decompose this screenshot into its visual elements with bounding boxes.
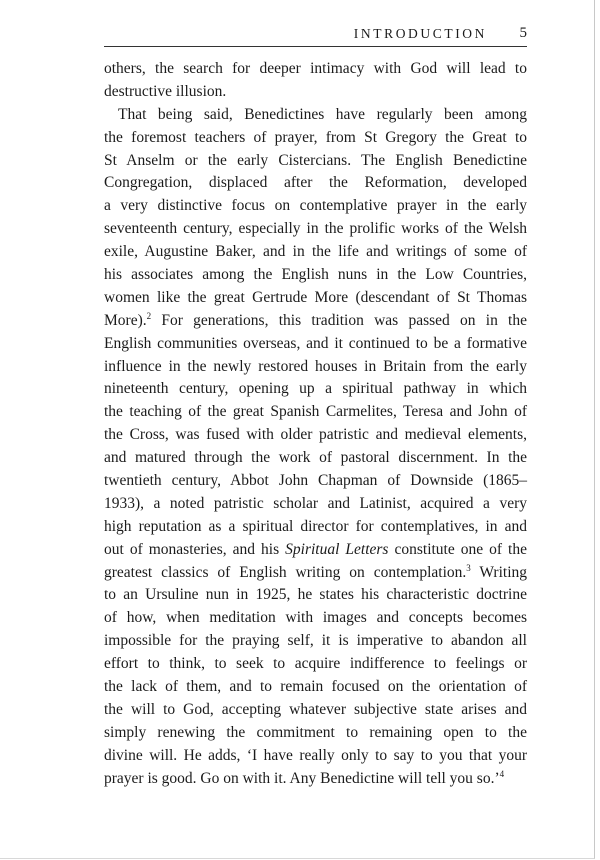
text-line: and matured through the work of pastoral discernment. In the	[104, 449, 527, 467]
text-segment: constitute one of the	[388, 540, 527, 558]
running-title: INTRODUCTION	[353, 26, 487, 41]
text-line: a very distinctive focus on contemplative prayer in the early	[104, 197, 527, 215]
footnote-ref: 4	[499, 768, 505, 779]
text-line: women like the great Gertrude More (descendant of St Thomas	[104, 288, 527, 306]
text-line: twentieth century, Abbot John Chapman of Downside (1865–	[104, 472, 527, 490]
running-head	[104, 24, 527, 47]
text-segment: More).	[104, 311, 147, 329]
text-line: Congregation, displaced after the Reformation, developed	[104, 174, 527, 192]
text-line	[104, 562, 527, 585]
text-line: divine will. He adds, ‘I have really only to say to you that your	[104, 746, 527, 764]
text-line: to an Ursuline nun in 1925, he states his characteristic doctrine	[104, 586, 527, 604]
text-line: influence in the newly restored houses in Britain from the early	[104, 357, 527, 375]
footnote-ref: 3	[466, 562, 471, 573]
text-line: impossible for the praying self, it is imperative to abandon all	[104, 632, 527, 650]
text-line: the teaching of the great Spanish Carmelites, Teresa and John of	[104, 403, 527, 421]
text-line: of how, when meditation with images and concepts becomes	[104, 609, 527, 627]
text-line: nineteenth century, opening up a spiritual pathway in which	[104, 380, 527, 398]
text-line: the lack of them, and to remain focused on the orientation of	[104, 678, 527, 696]
text-line: high reputation as a spiritual director for contemplatives, in and	[104, 517, 527, 535]
text-line: his associates among the English nuns in the Low Countries,	[104, 266, 527, 284]
book-title: Spiritual Letters	[285, 540, 389, 558]
body-text	[104, 58, 527, 791]
text-line: destructive illusion.	[104, 82, 227, 100]
text-line	[104, 539, 527, 562]
text-line: effort to think, to seek to acquire indifference to feelings or	[104, 655, 527, 673]
text-segment: For generations, this tradition was passed on in the	[151, 311, 527, 329]
text-line-paragraph-start: That being said, Benedictines have regularly been among	[118, 105, 527, 123]
text-segment: Writing	[470, 563, 527, 581]
text-line: simply renewing the commitment to remaining open to the	[104, 723, 527, 741]
text-segment: out of monasteries, and his	[104, 540, 286, 558]
text-line: others, the search for deeper intimacy with God will lead to	[104, 60, 527, 77]
text-line: the will to God, accepting whatever subjective state arises and	[104, 700, 527, 718]
text-line	[104, 310, 527, 333]
text-line	[104, 768, 527, 791]
text-segment: prayer is good. Go on with it. Any Benedictine will tell you so.’	[104, 769, 500, 787]
page-number: 5	[519, 25, 527, 41]
text-line: seventeenth century, especially in the prolific works of the Welsh	[104, 220, 527, 238]
text-segment: greatest classics of English writing on contemplation.	[104, 563, 467, 581]
text-line: the Cross, was fused with older patristic and medieval elements,	[104, 426, 527, 444]
text-line: English communities overseas, and it continued to be a formative	[104, 334, 527, 352]
text-line: exile, Augustine Baker, and in the life and writings of some of	[104, 243, 527, 261]
text-line: St Anselm or the early Cistercians. The English Benedictine	[104, 151, 527, 169]
text-line: 1933), a noted patristic scholar and Latinist, acquired a very	[104, 494, 527, 512]
text-line: the foremost teachers of prayer, from St Gregory the Great to	[104, 128, 527, 146]
footnote-ref: 2	[146, 310, 152, 321]
